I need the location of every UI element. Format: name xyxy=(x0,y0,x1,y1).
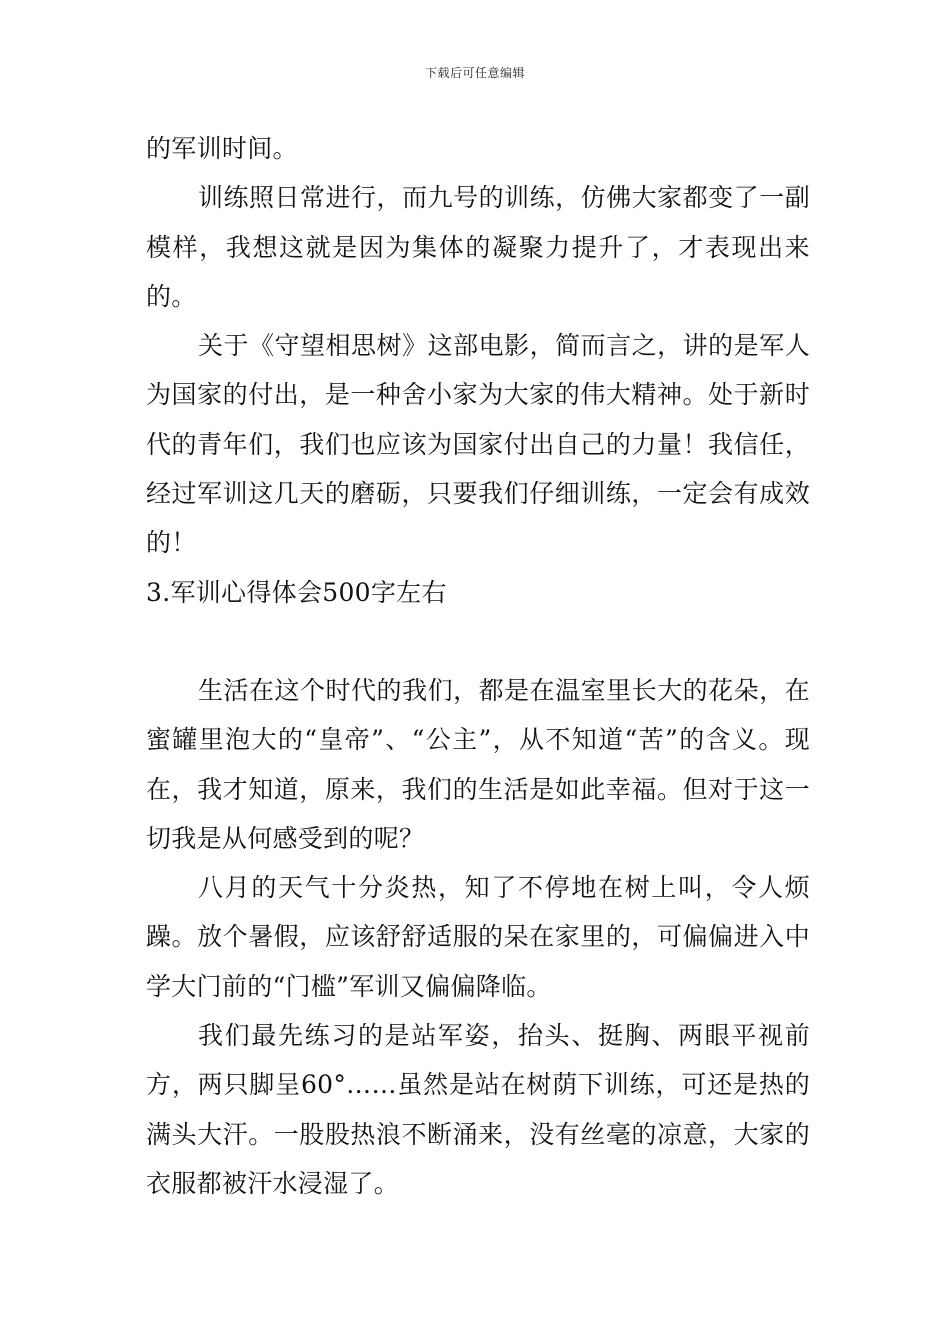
paragraph-august: 八月的天气十分炎热，知了不停地在树上叫，令人烦躁。放个暑假，应该舒舒适服的呆在家里的，可偏偏进入中学大门前的“门槛”军训又偏偏降临。 xyxy=(146,873,810,1001)
paragraph-standing: 我们最先练习的是站军姿，抬头、挺胸、两眼平视前方，两只脚呈60°……虽然是站在树荫下训练，可还是热的满头大汗。一股股热浪不断涌来，没有丝毫的凉意，大家的衣服都被汗水浸湿了。 xyxy=(146,1021,810,1198)
document-body xyxy=(146,124,810,1208)
page-header: 下载后可任意编辑 xyxy=(424,66,525,80)
paragraph-training: 训练照日常进行，而九号的训练，仿佛大家都变了一副模样，我想这就是因为集体的凝聚力提升了，才表现出来的。 xyxy=(146,183,810,311)
paragraph-movie: 关于《守望相思树》这部电影，简而言之，讲的是军人为国家的付出，是一种舍小家为大家的伟大精神。处于新时代的青年们，我们也应该为国家付出自己的力量！我信任，经过军训这几天的磨砺，只要我们仔细训练，一定会有成效的！ xyxy=(146,331,810,558)
paragraph-continuation: 的军训时间。 xyxy=(146,134,298,163)
section-heading: 3.军训心得体会500字左右 xyxy=(146,577,447,607)
paragraph-greenhouse: 生活在这个时代的我们，都是在温室里长大的花朵，在蜜罐里泡大的“皇帝”、“公主”，从不知道“苦”的含义。现在，我才知道，原来，我们的生活是如此幸福。但对于这一切我是从何感受到的呢？ xyxy=(146,675,810,853)
blank-line xyxy=(146,617,810,666)
